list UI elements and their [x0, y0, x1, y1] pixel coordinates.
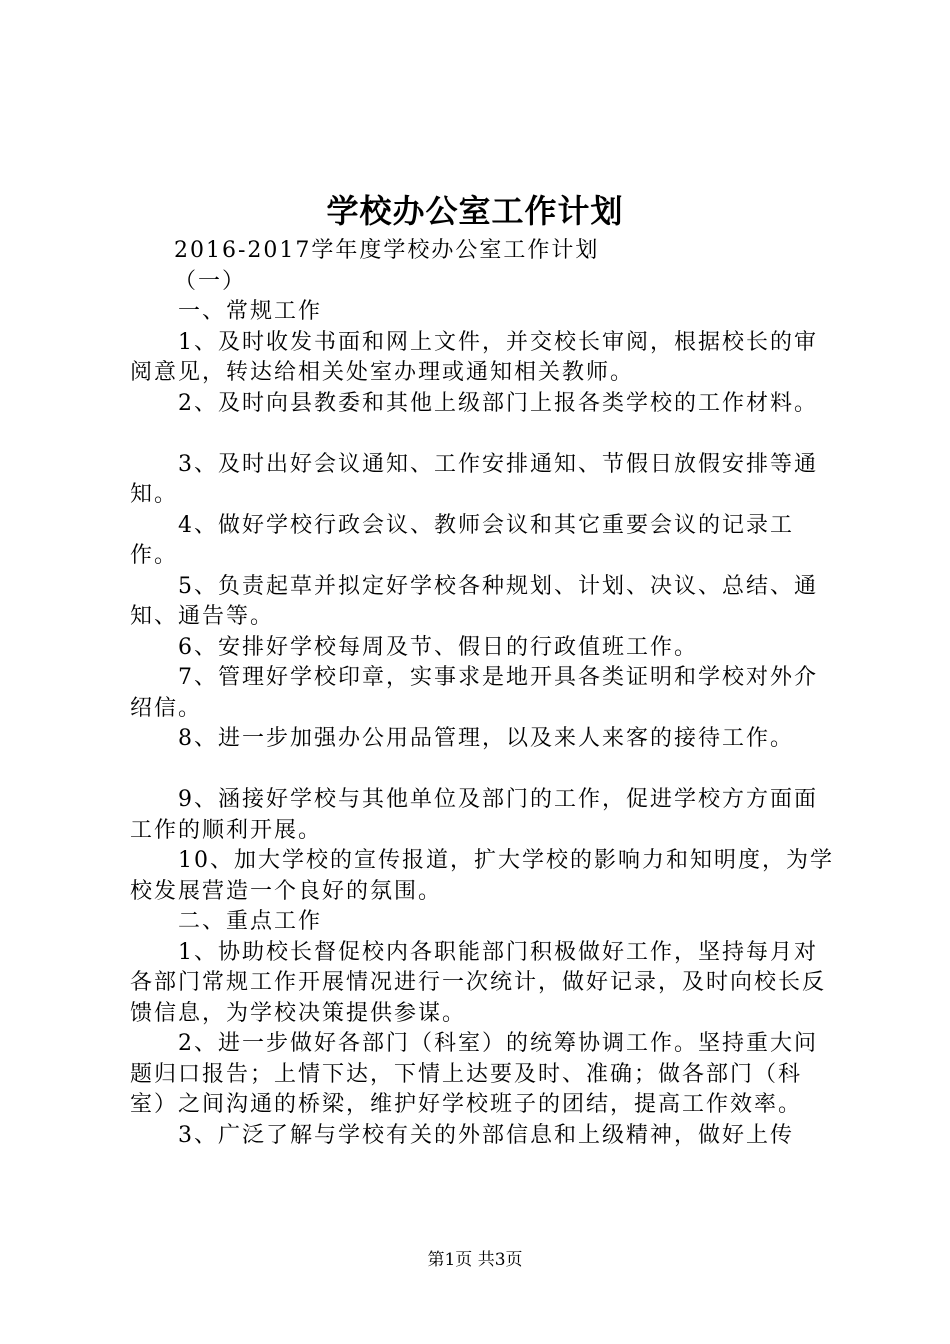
paragraph: 3、广泛了解与学校有关的外部信息和上级精神，做好上传	[178, 1122, 794, 1148]
document-title: 学校办公室工作计划	[326, 192, 624, 230]
section-heading-key: 二、重点工作	[178, 909, 323, 934]
blank-line	[130, 419, 835, 450]
paragraph: 7、管理好学校印章，实事求是地开具各类证明和学校对外介绍信。	[130, 665, 818, 721]
paragraph: 9、涵接好学校与其他单位及部门的工作，促进学校方方面面工作的顺利开展。	[130, 787, 818, 843]
page-footer: 第1页 共3页	[427, 1250, 523, 1270]
paragraph: 10、加大学校的宣传报道，扩大学校的影响力和知明度，为学校发展营造一个良好的氛围。	[130, 848, 834, 904]
document-subtitle: 2016-2017学年度学校办公室工作计划	[174, 238, 600, 263]
paragraph: 1、及时收发书面和网上文件，并交校长审阅，根据校长的审阅意见，转达给相关处室办理或通知相关教师。	[130, 329, 818, 385]
paragraph: 3、及时出好会议通知、工作安排通知、节假日放假安排等通知。	[130, 451, 818, 507]
document-body	[130, 236, 835, 1151]
paragraph: 6、安排好学校每周及节、假日的行政值班工作。	[178, 634, 698, 660]
section-heading-routine: 一、常规工作	[178, 299, 323, 324]
blank-line	[130, 755, 835, 786]
paragraph: 2、及时向县教委和其他上级部门上报各类学校的工作材料。	[178, 390, 818, 416]
paragraph: 2、进一步做好各部门（科室）的统筹协调工作。坚持重大问题归口报告；上情下达，下情上达要及时、准确；做各部门（科室）之间沟通的桥梁，维护好学校班子的团结，提高工作效率。	[130, 1031, 818, 1117]
paragraph: 4、做好学校行政会议、教师会议和其它重要会议的记录工作。	[130, 512, 794, 568]
paragraph: 1、协助校长督促校内各职能部门积极做好工作，坚持每月对各部门常规工作开展情况进行一次统计，做好记录，及时向校长反馈信息，为学校决策提供参谋。	[130, 939, 827, 1026]
part-label: （一）	[174, 268, 247, 294]
paragraph: 8、进一步加强办公用品管理，以及来人来客的接待工作。	[178, 726, 794, 751]
paragraph: 5、负责起草并拟定好学校各种规划、计划、决议、总结、通知、通告等。	[130, 573, 818, 629]
